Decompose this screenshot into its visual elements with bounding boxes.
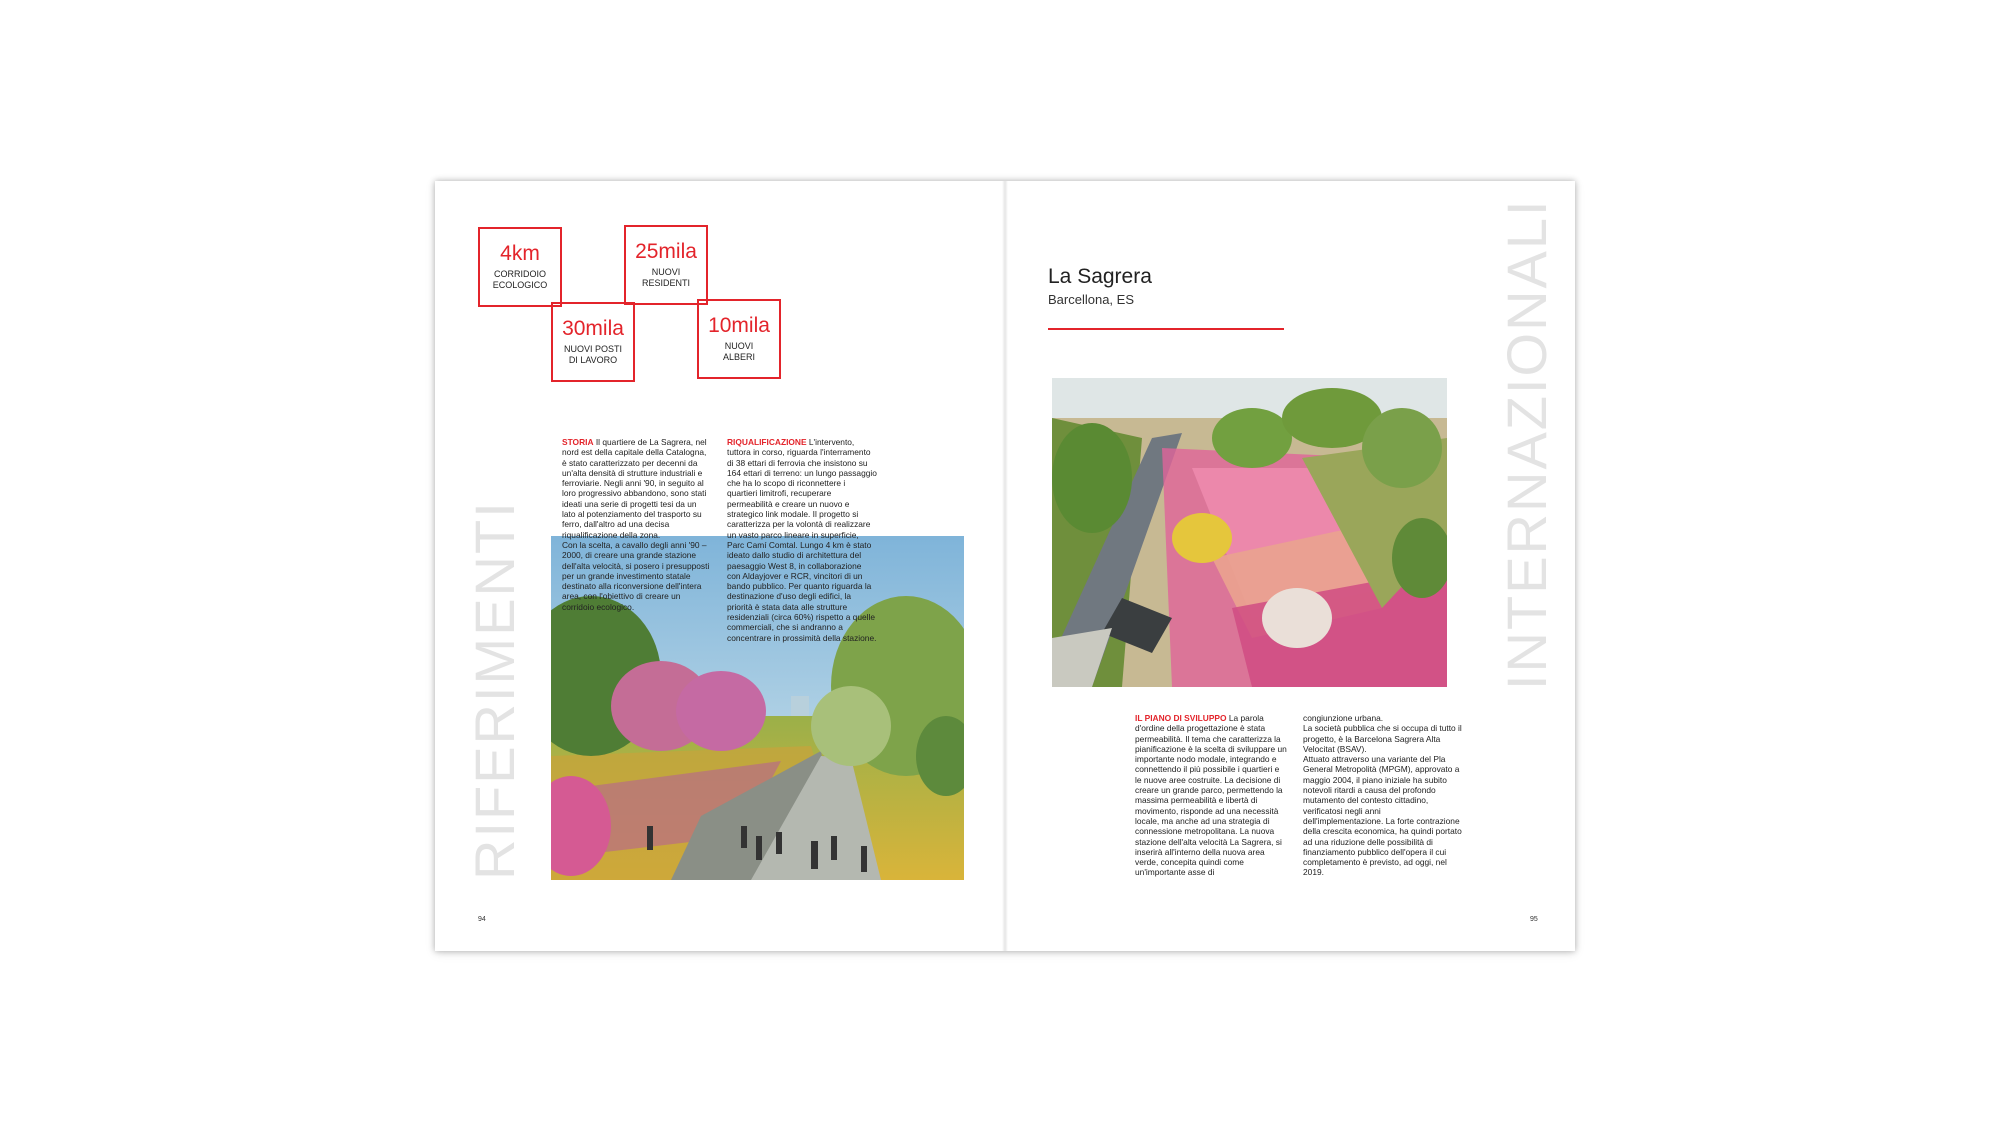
- park-rendering-photo-right: [1052, 378, 1447, 687]
- paragraph: congiunzione urbana.: [1303, 713, 1384, 723]
- stat-label: NUOVI: [651, 267, 681, 277]
- paragraph: Con la scelta, a cavallo degli anni '90 – 2000, di creare una grande stazione dell'alta velocità, si posero i presupposti per un grande investimento statale destinato alla riconversione dell'intera area, con l'obiettivo di creare un corridoio ecologico.: [562, 539, 710, 612]
- stat-label: ECOLOGICO: [492, 280, 548, 290]
- stat-label: CORRIDOIO: [493, 269, 546, 279]
- paragraph: La parola d'ordine della progettazione è stata permeabilità. Il tema che caratterizza la pianificazione è la scelta di sviluppare un importante nodo modale, integrando e connettendo il più possibile i quartieri e le nuove aree costruite. La decisione di creare un grande parco, permettendo la massima permeabilità e libertà di movimento, risponde ad una necessità locale, ma anche ad una strategia di connessione metropolitana. La nuova stazione dell'alta velocità La Sagrera, si inserirà all'interno della nuova area verde, concepita quindi come un'importante asse di: [1135, 713, 1287, 878]
- left-column-2: [727, 437, 877, 643]
- stat-label: NUOVI: [724, 341, 754, 351]
- article-title: La Sagrera: [1048, 265, 1152, 288]
- paragraph: Attuato attraverso una variante del Pla General Metropolità (MPGM), approvato a maggio 2004, il piano iniziale ha subito notevoli ritardi a causa del profondo mutamento del contesto cittadino, verificatosi negli anni dell'implementazione. La forte contrazione della crescita economica, ha quindi portato ad una riduzione delle possibilità di finanziamento pubblico dell'opera il cui completamento è previsto, ad oggi, nel 2019.: [1303, 754, 1462, 878]
- page-number-right: 95: [1530, 916, 1538, 923]
- page-number-left: 94: [478, 916, 486, 923]
- keyword-piano-di-sviluppo: IL PIANO DI SVILUPPO: [1135, 713, 1227, 723]
- stat-label: NUOVI POSTI: [563, 344, 622, 354]
- park-aerial-illustration: [1052, 378, 1447, 687]
- vertical-title-left: RIFERIMENTI: [463, 500, 526, 880]
- stat-value: 25mila: [635, 240, 697, 263]
- right-column-2: [1303, 713, 1463, 878]
- right-column-1: [1135, 713, 1287, 878]
- left-column-1: [562, 437, 712, 612]
- paragraph: L'intervento, tuttora in corso, riguarda l'interramento di 38 ettari di ferrovia che insistono su 164 ettari di terreno: un lungo passaggio che ha lo scopo di riconnettere i quartieri limitrofi, recuperare permeabilità e creare un nuovo e strategico link modale. Il progetto si caratterizza per la volontà di realizzare un vasto parco lineare in superficie, Parc Camí Comtal. Lungo 4 km è stato ideato dallo studio di architettura del paesaggio West 8, in collaborazione con Aldayjover e RCR, vincitori di un bando pubblico. Per quanto riguarda la destinazione d'uso degli edifici, la priorità è stata data alle strutture residenziali (circa 60%) rispetto a quelle commerciali, che si andranno a concentrare in prossimità della stazione.: [727, 437, 877, 643]
- stat-box-jobs: [551, 302, 635, 382]
- stat-value: 4km: [500, 242, 540, 265]
- stat-value: 30mila: [562, 317, 624, 340]
- keyword-storia: STORIA: [562, 437, 594, 447]
- paragraph: La società pubblica che si occupa di tutto il progetto, è la Barcelona Sagrera Alta Velocitat (BSAV).: [1303, 723, 1462, 754]
- stat-box-corridor: [478, 227, 562, 307]
- book-gutter: [1002, 181, 1008, 951]
- title-underline: [1048, 328, 1284, 330]
- paragraph: Il quartiere de La Sagrera, nel nord est della capitale della Catalogna, è stato caratterizzato per decenni da un'alta densità di strutture industriali e ferroviarie. Negli anni '90, in seguito al loro progressivo abbandono, sono stati ideati una serie di progetti tesi da un lato al potenziamento del trasporto su ferro, dall'altro ad una decisa riqualificazione della zona.: [562, 437, 707, 540]
- stat-value: 10mila: [708, 314, 770, 337]
- vertical-title-right: INTERNAZIONALI: [1495, 198, 1558, 690]
- stat-box-trees: [697, 299, 781, 379]
- stat-label: DI LAVORO: [568, 355, 618, 365]
- stat-label: ALBERI: [722, 352, 755, 362]
- stat-box-residents: [624, 225, 708, 305]
- article-subtitle: Barcellona, ES: [1048, 292, 1134, 307]
- stat-label: RESIDENTI: [641, 278, 690, 288]
- keyword-riqualificazione: RIQUALIFICAZIONE: [727, 437, 807, 447]
